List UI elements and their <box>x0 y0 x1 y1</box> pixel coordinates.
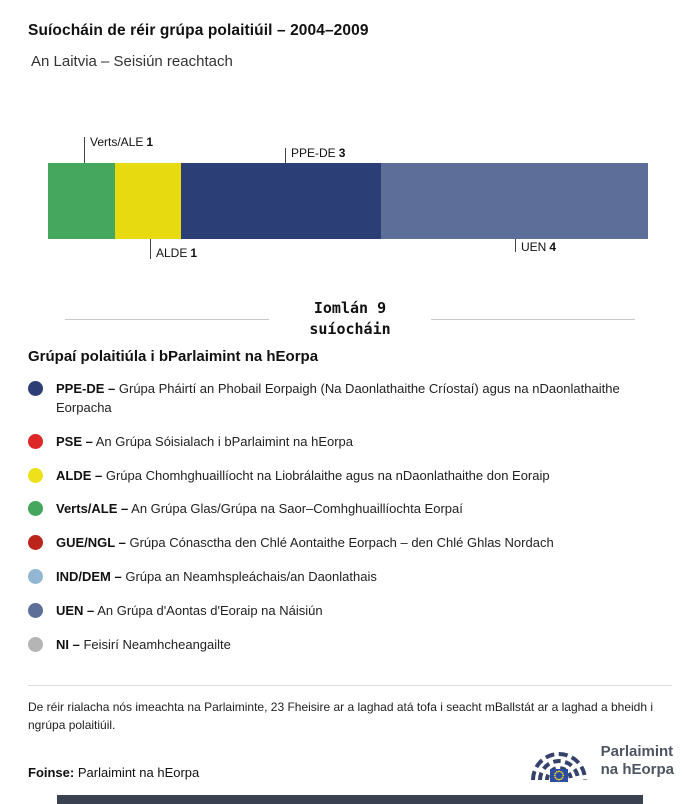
page-subtitle: An Laitvia – Seisiún reachtach <box>31 53 233 70</box>
bar-label-name: UEN <box>521 240 547 254</box>
bar-segment-uen[interactable] <box>381 163 648 239</box>
bar-segment-ppe-de[interactable] <box>181 163 381 239</box>
hemicycle-icon <box>526 736 592 786</box>
legend-item-code: Verts/ALE – <box>56 501 129 517</box>
legend-item-desc: An Grúpa Sóisialach i bParlaimint na hEorpa <box>95 433 354 449</box>
bar-label-alde <box>156 246 197 260</box>
legend-item <box>28 602 672 621</box>
legend-item-text <box>56 500 463 519</box>
leader-line-uen <box>515 239 516 252</box>
legend-item <box>28 636 672 655</box>
legend-item <box>28 500 672 519</box>
logo-line-1: Parlaimint <box>600 743 674 760</box>
legend-item-code: ALDE – <box>56 467 103 483</box>
total-rule-left <box>65 319 269 320</box>
stacked-bar <box>48 163 648 239</box>
total-seats-label <box>269 298 430 340</box>
bar-label-name: Verts/ALE <box>90 135 144 149</box>
legend-item-code: UEN – <box>56 602 95 618</box>
legend-item <box>28 467 672 486</box>
legend-item-desc: An Grúpa d'Aontas d'Eoraip na Náisiún <box>97 602 323 618</box>
leader-line-alde <box>150 239 151 259</box>
bar-segment-alde[interactable] <box>115 163 182 239</box>
logo-wordmark <box>601 743 674 779</box>
seats-chart <box>48 133 648 268</box>
legend-color-dot <box>28 603 43 618</box>
bar-label-value: 3 <box>338 146 346 160</box>
legend-color-dot <box>28 468 43 483</box>
legend-item-text <box>56 636 231 655</box>
legend-item-desc: Grúpa Cónasctha den Chlé Aontaithe Eorpach – den Chlé Ghlas Nordach <box>129 535 554 551</box>
legend-color-dot <box>28 434 43 449</box>
legend-item-desc: Feisirí Neamhcheangailte <box>83 636 231 652</box>
legend-item <box>28 568 672 587</box>
legend-item-desc: Grúpa Chomhghuaillíocht na Liobrálaithe agus na nDaonlathaithe don Eoraip <box>105 467 550 483</box>
legend-item-desc: An Grúpa Glas/Grúpa na Saor–Comhghuaillíochta Eorpaí <box>131 501 463 517</box>
bar-label-ppe-de <box>291 146 345 160</box>
bar-label-value: 4 <box>549 240 557 254</box>
footer-divider <box>28 685 672 686</box>
legend-list <box>28 380 672 655</box>
bar-label-name: PPE-DE <box>291 146 336 160</box>
legend-item <box>28 534 672 553</box>
total-seats <box>65 298 635 340</box>
legend-item-text <box>56 568 377 587</box>
page-title: Suíocháin de réir grúpa polaitiúil – 2004–2009 <box>28 22 369 39</box>
bar-label-uen <box>521 240 556 254</box>
legend-item-code: NI – <box>56 636 80 652</box>
legend-color-dot <box>28 501 43 516</box>
legend-heading: Grúpaí polaitiúla i bParlaimint na hEorpa <box>28 348 319 365</box>
legend-item <box>28 433 672 452</box>
logo-line-2: na hEorpa <box>600 761 674 778</box>
legend-item-code: PSE – <box>56 433 93 449</box>
total-line-1: Iomlán 9 <box>313 299 387 317</box>
leader-line-verts-ale <box>84 137 85 163</box>
legend-item-text <box>56 602 323 621</box>
legend-item-desc: Grúpa Pháirtí an Phobail Eorpaigh (Na Daonlathaithe Críostaí) agus na nDaonlathaithe Eorpacha <box>56 381 620 415</box>
legend-item <box>28 380 672 418</box>
legend-color-dot <box>28 569 43 584</box>
legend-item-code: IND/DEM – <box>56 569 122 585</box>
source-label: Foinse: <box>28 765 75 780</box>
legend-item-desc: Grúpa an Neamhspleáchais/an Daonlathais <box>125 569 377 585</box>
leader-line-ppe-de <box>285 148 286 163</box>
legend-item-code: PPE-DE – <box>56 381 116 396</box>
bar-label-verts-ale <box>90 135 153 149</box>
bar-label-value: 1 <box>146 135 154 149</box>
total-line-2: suíocháin <box>309 320 391 338</box>
legend-item-text <box>56 433 353 452</box>
legend-item-code: GUE/NGL – <box>56 535 126 551</box>
european-parliament-logo <box>526 736 674 786</box>
legend-item-text <box>56 380 656 418</box>
bar-label-value: 1 <box>190 246 198 260</box>
legend-color-dot <box>28 637 43 652</box>
bar-segment-verts-ale[interactable] <box>48 163 115 239</box>
legend-color-dot <box>28 535 43 550</box>
total-rule-right <box>431 319 635 320</box>
legend-item-text <box>56 534 554 553</box>
legend <box>0 340 700 655</box>
legend-color-dot <box>28 381 43 396</box>
legend-item-text <box>56 467 550 486</box>
bottom-strip <box>57 795 643 804</box>
footer <box>28 736 674 786</box>
bar-label-name: ALDE <box>156 246 188 260</box>
source-value: Parlaimint na hEorpa <box>77 765 200 780</box>
header <box>0 0 700 70</box>
source-line <box>28 765 199 786</box>
procedure-note: De réir rialacha nós imeachta na Parlaiminte, 23 Fheisire ar a laghad atá tofa i seacht mBallstát ar a laghad a bheidh i ngrúpa polaitiúil. <box>28 699 654 733</box>
